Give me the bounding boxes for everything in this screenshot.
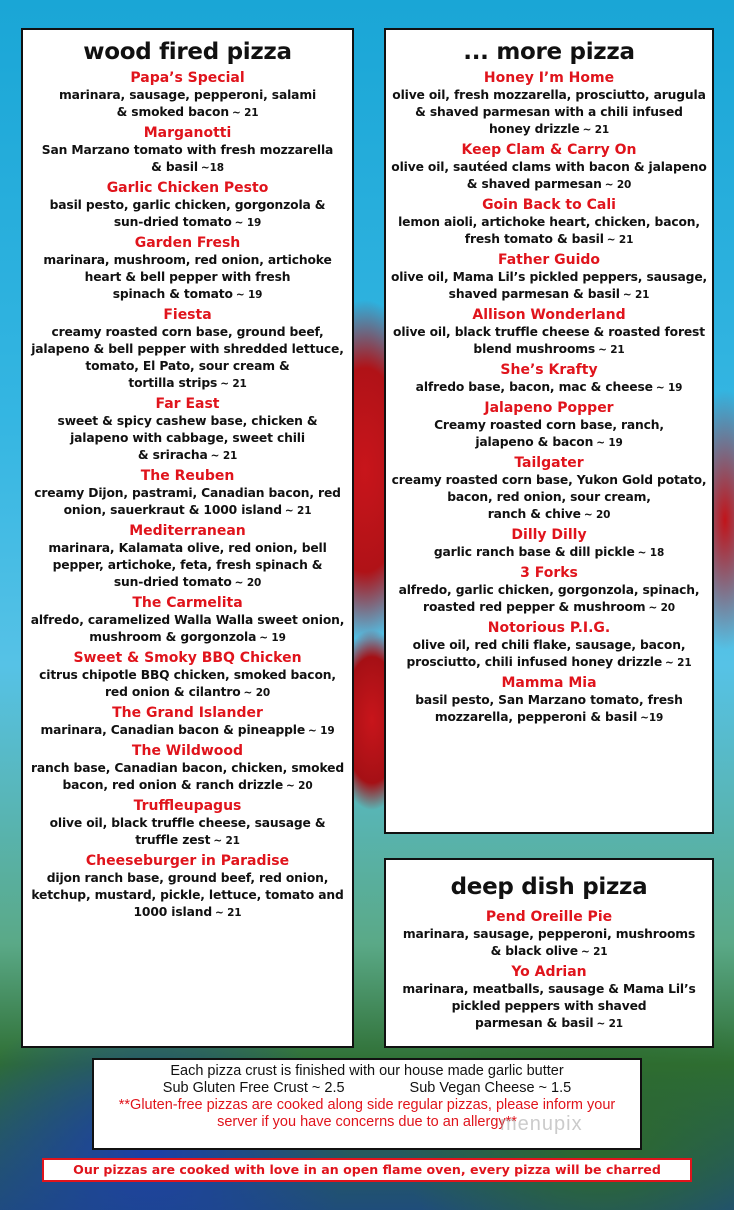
description-line — [390, 214, 708, 231]
menu-item — [386, 963, 712, 1033]
menu-item-name: Tailgater — [514, 455, 584, 471]
description-text: honey drizzle — [488, 122, 580, 136]
vegan-cheese-option: Sub Vegan Cheese ~ 1.5 — [409, 1080, 572, 1096]
menu-item-price: ~ 21 — [582, 124, 610, 136]
menu-item-price: ~ 21 — [622, 289, 650, 301]
menu-item — [23, 649, 352, 702]
menu-item-description — [386, 981, 712, 1033]
menu-item-description — [386, 214, 712, 249]
menu-item-name: Keep Clam & Carry On — [461, 142, 637, 158]
menu-item — [386, 69, 712, 139]
description-text: shaved parmesan & basil — [448, 287, 620, 301]
description-text: sun-dried tomato — [113, 215, 232, 229]
menu-item-name: Notorious P.I.G. — [487, 620, 611, 636]
description-text: jalapeno & bell pepper with shredded lettuce, — [31, 342, 344, 356]
menu-item-name: Garden Fresh — [134, 235, 241, 251]
menu-item-name: Fiesta — [163, 307, 212, 323]
crust-info-box — [92, 1058, 642, 1150]
description-text: jalapeno & bacon — [475, 435, 594, 449]
menu-item-description — [23, 142, 352, 177]
menu-item-price: ~ 21 — [284, 505, 312, 517]
description-line — [27, 557, 348, 574]
menu-item — [386, 526, 712, 562]
description-text: pepper, artichoke, feta, fresh spinach & — [52, 558, 323, 572]
description-text: jalapeno with cabbage, sweet chili — [70, 431, 305, 445]
wood-fired-pizza-panel — [21, 28, 354, 1048]
menu-item-name: 3 Forks — [520, 565, 578, 581]
menu-item-name: Father Guido — [497, 252, 601, 268]
description-line — [27, 540, 348, 557]
description-line — [27, 214, 348, 232]
description-text: pickled peppers with shaved — [451, 999, 647, 1013]
more-pizza-panel — [384, 28, 714, 834]
description-line — [27, 87, 348, 104]
menu-item-price: ~ 20 — [243, 687, 271, 699]
menu-item — [386, 564, 712, 617]
menu-item-description — [23, 413, 352, 465]
description-text: marinara, meatballs, sausage & Mama Lil’s — [402, 982, 696, 996]
description-text: & black olive — [490, 944, 578, 958]
menu-item-name: Dilly Dilly — [511, 527, 587, 543]
description-line — [390, 121, 708, 139]
description-line — [27, 413, 348, 430]
description-text: alfredo base, bacon, mac & cheese — [415, 380, 653, 394]
menu-item — [23, 797, 352, 850]
description-text: marinara, sausage, pepperoni, salami — [58, 88, 317, 102]
menu-item-description — [386, 379, 712, 397]
menu-item-price: ~ 20 — [604, 179, 632, 191]
menu-item-description — [386, 159, 712, 194]
description-line — [27, 887, 348, 904]
allergy-warning: **Gluten-free pizzas are cooked along side regular pizzas, please inform your server if you have concerns due to an allergy** — [118, 1097, 616, 1130]
description-line — [390, 654, 708, 672]
description-line — [27, 430, 348, 447]
menu-item-name: Goin Back to Cali — [482, 197, 616, 213]
description-line — [27, 574, 348, 592]
description-line — [27, 667, 348, 684]
menu-item-description — [386, 417, 712, 452]
description-line — [390, 417, 708, 434]
description-line — [390, 582, 708, 599]
description-text: olive oil, Mama Lil’s pickled peppers, sausage, — [390, 270, 708, 284]
description-line — [390, 176, 708, 194]
menu-item-price: ~ 21 — [665, 657, 692, 669]
description-text: ranch base, Canadian bacon, chicken, smoked — [31, 761, 344, 775]
menu-item — [386, 196, 712, 249]
watermark: menupix — [500, 1113, 583, 1135]
menu-item — [386, 674, 712, 727]
menu-item-description — [386, 324, 712, 359]
description-line — [27, 612, 348, 629]
menu-item — [23, 124, 352, 177]
description-text: San Marzano tomato with fresh mozzarella — [41, 143, 334, 157]
description-line — [390, 231, 708, 249]
menu-item — [23, 594, 352, 647]
menu-item — [23, 234, 352, 304]
menu-item-price: ~ 21 — [598, 344, 625, 356]
description-text: ranch & chive — [487, 507, 581, 521]
description-line — [390, 159, 708, 176]
description-line — [390, 286, 708, 304]
menu-item-price: ~ 19 — [596, 437, 623, 449]
menu-item-description — [386, 472, 712, 524]
menu-item — [23, 306, 352, 393]
menu-item-price: ~ 21 — [210, 450, 238, 462]
menu-item-price: ~ 18 — [637, 547, 665, 559]
description-text: spinach & tomato — [112, 287, 233, 301]
description-line — [27, 286, 348, 304]
description-text: garlic ranch base & dill pickle — [433, 545, 635, 559]
description-line — [390, 692, 708, 709]
description-line — [27, 269, 348, 286]
description-line — [27, 684, 348, 702]
description-line — [390, 943, 708, 961]
description-line — [27, 341, 348, 358]
menu-item-price: ~ 19 — [259, 632, 286, 644]
menu-item-name: Mamma Mia — [501, 675, 597, 691]
menu-item — [386, 619, 712, 672]
menu-item-name: Truffleupagus — [133, 798, 242, 814]
description-line — [27, 358, 348, 375]
menu-item-name: She’s Krafty — [500, 362, 598, 378]
description-text: heart & bell pepper with fresh — [84, 270, 291, 284]
menu-item-description — [386, 582, 712, 617]
substitutions — [94, 1080, 640, 1097]
menu-item — [23, 179, 352, 232]
description-line — [390, 324, 708, 341]
description-line — [390, 637, 708, 654]
deep-dish-pizza-panel — [384, 858, 714, 1048]
description-line — [390, 379, 708, 397]
menu-item — [386, 399, 712, 452]
description-line — [390, 506, 708, 524]
description-line — [390, 341, 708, 359]
menu-item-name: Marganotti — [143, 125, 232, 141]
description-text: marinara, sausage, pepperoni, mushrooms — [402, 927, 696, 941]
menu-item-description — [23, 87, 352, 122]
menu-item-price: ~ 20 — [648, 602, 675, 614]
description-line — [27, 777, 348, 795]
description-text: onion, sauerkraut & 1000 island — [63, 503, 282, 517]
description-line — [27, 375, 348, 393]
description-text: lemon aioli, artichoke heart, chicken, bacon, — [398, 215, 700, 229]
menu-item — [23, 852, 352, 922]
menu-item — [386, 306, 712, 359]
description-line — [27, 629, 348, 647]
menu-item-price: ~ 21 — [220, 378, 247, 390]
menu-item-description — [386, 692, 712, 727]
description-line — [27, 159, 348, 177]
description-text: olive oil, red chili flake, sausage, bacon, — [412, 638, 686, 652]
description-line — [390, 434, 708, 452]
description-line — [390, 981, 708, 998]
description-line — [390, 926, 708, 943]
description-text: bacon, red onion & ranch drizzle — [62, 778, 284, 792]
menu-item-description — [386, 926, 712, 961]
description-line — [27, 904, 348, 922]
menu-item — [23, 69, 352, 122]
description-line — [27, 485, 348, 502]
description-text: alfredo, caramelized Walla Walla sweet onion, — [30, 613, 345, 627]
menu-item-price: ~ 21 — [596, 1018, 623, 1030]
gluten-free-crust-option: Sub Gluten Free Crust ~ 2.5 — [162, 1080, 345, 1096]
menu-item-name: Pend Oreille Pie — [485, 909, 613, 925]
menu-item-name: Garlic Chicken Pesto — [106, 180, 269, 196]
menu-item-price: ~ 19 — [655, 382, 683, 394]
menu-item — [23, 395, 352, 465]
description-text: fresh tomato & basil — [464, 232, 604, 246]
description-line — [27, 760, 348, 777]
menu-item-description — [23, 722, 352, 740]
description-line — [27, 447, 348, 465]
description-text: sweet & spicy cashew base, chicken & — [57, 414, 318, 428]
menu-item-description — [23, 815, 352, 850]
description-line — [27, 815, 348, 832]
menu-item-description — [386, 544, 712, 562]
description-line — [390, 599, 708, 617]
menu-item-price: ~ 19 — [308, 725, 335, 737]
description-text: olive oil, fresh mozzarella, prosciutto, arugula — [392, 88, 706, 102]
menu-item — [23, 704, 352, 740]
description-text: truffle zest — [135, 833, 211, 847]
menu-item — [23, 467, 352, 520]
menu-item-name: Cheeseburger in Paradise — [85, 853, 290, 869]
description-line — [390, 87, 708, 104]
description-line — [27, 197, 348, 214]
description-line — [390, 544, 708, 562]
description-text: alfredo, garlic chicken, gorgonzola, spinach, — [398, 583, 700, 597]
menu-item-description — [23, 252, 352, 304]
menu-item-name: Far East — [155, 396, 220, 412]
menu-item-name: The Grand Islander — [112, 705, 263, 721]
description-text: tortilla strips — [128, 376, 218, 390]
menu-item-price: ~ 21 — [606, 234, 634, 246]
description-text: red onion & cilantro — [104, 685, 241, 699]
menu-item-price: ~ 21 — [580, 946, 608, 958]
description-line — [390, 269, 708, 286]
description-text: mushroom & gorgonzola — [89, 630, 257, 644]
menu-item — [386, 908, 712, 961]
menu-item-price: ~ 21 — [213, 835, 240, 847]
menu-item-description — [386, 637, 712, 672]
description-text: & basil — [151, 160, 198, 174]
description-text: olive oil, black truffle cheese, sausage & — [49, 816, 326, 830]
menu-item-description — [386, 269, 712, 304]
charred-oven-banner: Our pizzas are cooked with love in an open flame oven, every pizza will be charred — [42, 1158, 692, 1182]
menu-item-price: ~ 21 — [231, 107, 259, 119]
description-text: creamy roasted corn base, ground beef, — [51, 325, 324, 339]
menu-item-price: ~ 19 — [235, 289, 263, 301]
menu-item-name: Honey I’m Home — [483, 70, 615, 86]
section-title: wood fired pizza — [83, 39, 292, 65]
description-text: blend mushrooms — [473, 342, 596, 356]
description-text: marinara, Kalamata olive, red onion, bell — [48, 541, 327, 555]
menu-item-description — [23, 870, 352, 922]
description-line — [27, 502, 348, 520]
menu-item-name: Papa’s Special — [130, 70, 245, 86]
description-line — [27, 324, 348, 341]
description-line — [390, 104, 708, 121]
description-text: parmesan & basil — [475, 1016, 594, 1030]
description-line — [390, 709, 708, 727]
menu-item-name: Allison Wonderland — [472, 307, 626, 323]
description-text: & shaved parmesan with a chili infused — [415, 105, 683, 119]
description-text: creamy roasted corn base, Yukon Gold potato, — [391, 473, 707, 487]
description-line — [390, 1015, 708, 1033]
menu-item-description — [23, 760, 352, 795]
description-line — [27, 832, 348, 850]
menu-item-name: Mediterranean — [129, 523, 246, 539]
description-text: & smoked bacon — [116, 105, 229, 119]
menu-item — [23, 742, 352, 795]
menu-item-price: ~ 20 — [234, 577, 262, 589]
description-text: Creamy roasted corn base, ranch, — [434, 418, 664, 432]
description-text: sun-dried tomato — [113, 575, 232, 589]
menu-item — [386, 251, 712, 304]
description-line — [27, 142, 348, 159]
description-text: ketchup, mustard, pickle, lettuce, tomato and — [31, 888, 344, 902]
menu-item-price: ~ 20 — [583, 509, 611, 521]
menu-item-description — [23, 667, 352, 702]
description-line — [390, 489, 708, 506]
description-text: dijon ranch base, ground beef, red onion, — [46, 871, 329, 885]
menu-item-description — [23, 540, 352, 592]
description-text: mozzarella, pepperoni & basil — [434, 710, 638, 724]
menu-item — [386, 454, 712, 524]
description-line — [27, 870, 348, 887]
menu-item — [386, 361, 712, 397]
description-text: 1000 island — [133, 905, 212, 919]
description-text: tomato, El Pato, sour cream & — [85, 359, 290, 373]
menu-item-description — [23, 324, 352, 393]
description-text: roasted red pepper & mushroom — [423, 600, 646, 614]
menu-item-name: Yo Adrian — [511, 964, 587, 980]
description-text: olive oil, black truffle cheese & roasted forest — [393, 325, 705, 339]
description-text: citrus chipotle BBQ chicken, smoked bacon, — [39, 668, 336, 682]
menu-item-price: ~ 19 — [234, 217, 262, 229]
menu-item-name: Jalapeno Popper — [484, 400, 614, 416]
description-line — [390, 998, 708, 1015]
description-text: marinara, mushroom, red onion, artichoke — [43, 253, 332, 267]
menu-item-price: ~ 20 — [286, 780, 313, 792]
description-line — [27, 252, 348, 269]
description-text: bacon, red onion, sour cream, — [447, 490, 651, 504]
menu-item-description — [23, 485, 352, 520]
menu-item-name: The Reuben — [140, 468, 235, 484]
menu-item — [23, 522, 352, 592]
description-line — [27, 722, 348, 740]
menu-item-name: The Carmelita — [132, 595, 243, 611]
menu-item-price: ~18 — [200, 162, 224, 174]
description-text: marinara, Canadian bacon & pineapple — [40, 723, 306, 737]
menu-item-description — [23, 197, 352, 232]
description-text: basil pesto, San Marzano tomato, fresh — [415, 693, 683, 707]
description-line — [27, 104, 348, 122]
menu-item-description — [23, 612, 352, 647]
menu-item-name: The Wildwood — [131, 743, 244, 759]
description-line — [390, 472, 708, 489]
description-text: prosciutto, chili infused honey drizzle — [406, 655, 663, 669]
menu-item-name: Sweet & Smoky BBQ Chicken — [73, 650, 302, 666]
section-title: ... more pizza — [463, 39, 635, 65]
menu-item-description — [386, 87, 712, 139]
menu-item-price: ~19 — [640, 712, 664, 724]
menu-item — [386, 141, 712, 194]
description-text: creamy Dijon, pastrami, Canadian bacon, red — [34, 486, 341, 500]
description-text: basil pesto, garlic chicken, gorgonzola & — [49, 198, 326, 212]
description-text: olive oil, sautéed clams with bacon & jalapeno — [391, 160, 707, 174]
garlic-butter-note: Each pizza crust is finished with our house made garlic butter — [170, 1063, 564, 1079]
description-text: & sriracha — [137, 448, 208, 462]
section-title: deep dish pizza — [450, 874, 648, 900]
description-text: & shaved parmesan — [466, 177, 602, 191]
menu-item-price: ~ 21 — [215, 907, 242, 919]
